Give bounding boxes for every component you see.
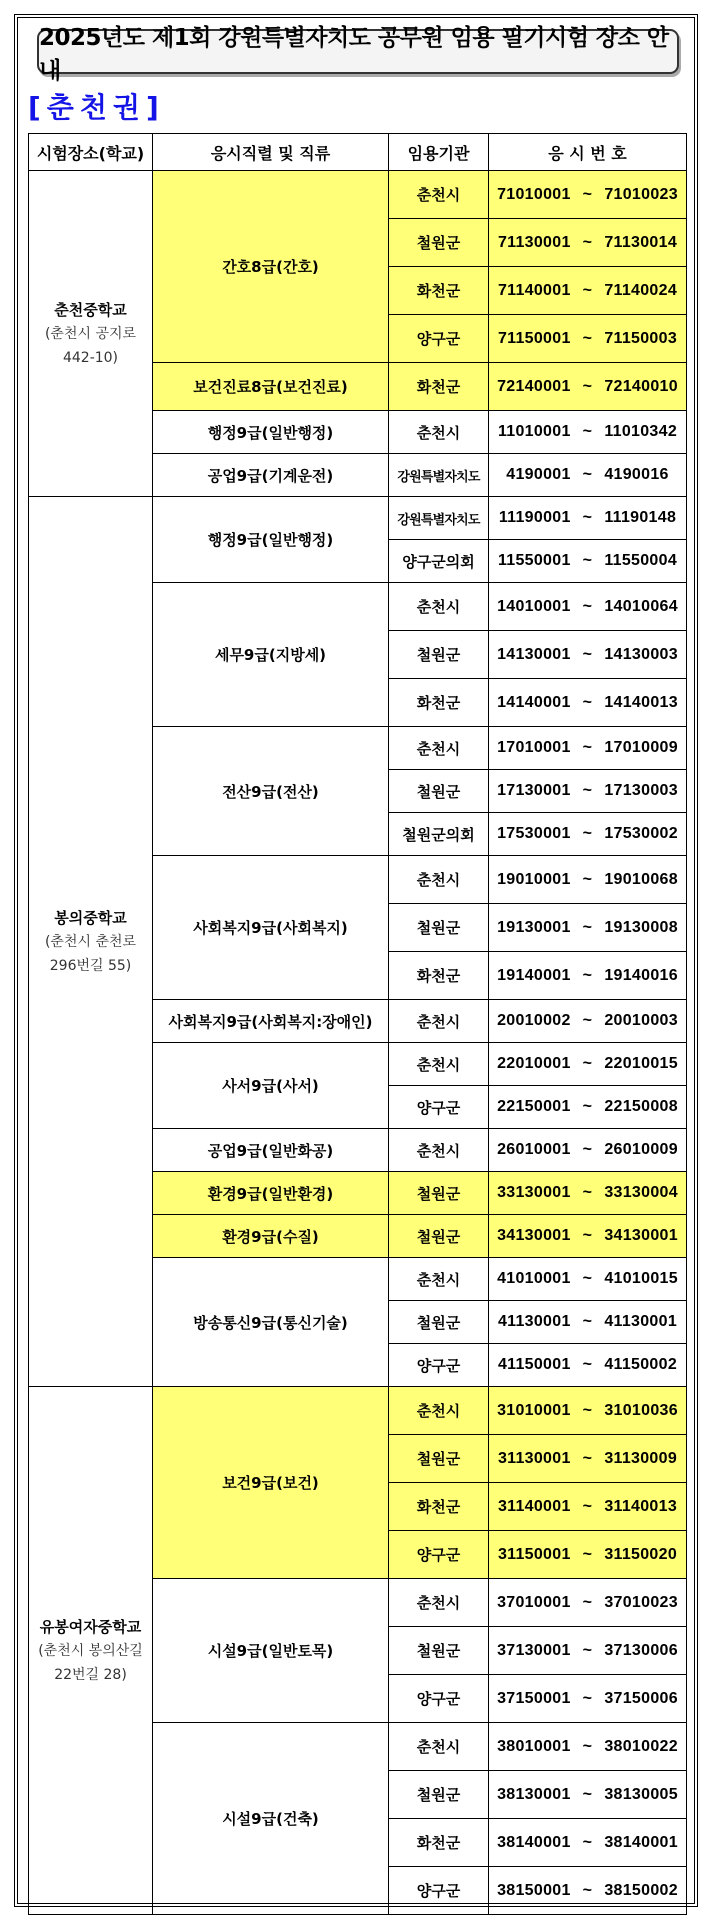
range-tilde: ~: [582, 693, 593, 711]
exam-number-to: 22010015: [604, 1055, 678, 1072]
agency-cell: 화천군: [389, 1819, 489, 1867]
job-category-cell: 보건진료8급(보건진료): [153, 363, 389, 411]
exam-number-from: 17530001: [497, 825, 571, 842]
exam-number-cell: [489, 1435, 687, 1483]
job-category-cell: 시설9급(건축): [153, 1723, 389, 1915]
exam-number-from: 31150001: [497, 1545, 571, 1563]
header-venue: 시험장소(학교): [29, 134, 153, 171]
exam-number-to: 14130003: [604, 645, 678, 663]
exam-number-cell: [489, 1771, 687, 1819]
range-tilde: ~: [582, 1833, 593, 1851]
exam-number-from: 19010001: [497, 870, 571, 888]
table-header-row: [29, 134, 687, 171]
range-tilde: ~: [582, 739, 593, 756]
job-category-cell: 공업9급(기계운전): [153, 454, 389, 497]
range-tilde: ~: [582, 466, 593, 483]
range-tilde: ~: [582, 597, 593, 615]
range-tilde: ~: [582, 966, 593, 984]
agency-cell: 화천군: [389, 363, 489, 411]
exam-number-from: 31010001: [497, 1401, 571, 1419]
exam-number-cell: [489, 679, 687, 727]
exam-number-cell: [489, 1483, 687, 1531]
agency-cell: 양구군: [389, 1531, 489, 1579]
agency-cell: 양구군: [389, 315, 489, 363]
exam-number-cell: [489, 1723, 687, 1771]
exam-number-to: 41010015: [604, 1270, 678, 1287]
exam-number-cell: [489, 1675, 687, 1723]
range-tilde: ~: [582, 329, 593, 347]
venue-name: 유봉여자중학교: [39, 1617, 142, 1636]
range-tilde: ~: [582, 1270, 593, 1287]
exam-number-to: 4190016: [604, 466, 669, 483]
range-tilde: ~: [582, 423, 593, 440]
agency-cell: 철원군: [389, 1301, 489, 1344]
exam-number-from: 11190001: [498, 509, 571, 526]
agency-cell: 춘천시: [389, 1579, 489, 1627]
exam-number-to: 72140010: [604, 377, 678, 395]
agency-cell: 강원특별자치도: [389, 497, 489, 540]
exam-number-to: 37150006: [604, 1689, 678, 1707]
exam-number-from: 17130001: [497, 782, 571, 799]
exam-number-cell: [489, 770, 687, 813]
job-category-cell: 행정9급(일반행정): [153, 411, 389, 454]
exam-number-to: 33130004: [604, 1184, 678, 1201]
exam-number-from: 38150001: [497, 1881, 571, 1899]
job-category-cell: 사회복지9급(사회복지:장애인): [153, 1000, 389, 1043]
venue-address-line1: (춘천시 춘천로: [44, 933, 137, 950]
exam-number-to: 17010009: [604, 739, 678, 756]
exam-number-from: 71130001: [497, 233, 571, 251]
exam-number-to: 19010068: [604, 870, 678, 888]
exam-number-to: 71010023: [604, 185, 678, 203]
venue-name: 봉의중학교: [54, 908, 127, 927]
exam-number-to: 31010036: [604, 1401, 678, 1419]
range-tilde: ~: [582, 825, 593, 842]
exam-number-from: 14010001: [497, 597, 571, 615]
exam-number-from: 41010001: [497, 1270, 571, 1287]
exam-number-cell: [489, 497, 687, 540]
range-tilde: ~: [582, 1737, 593, 1755]
job-category-cell: 전산9급(전산): [153, 727, 389, 856]
agency-cell: 춘천시: [389, 1387, 489, 1435]
exam-number-to: 38150002: [604, 1881, 678, 1899]
agency-cell: 양구군: [389, 1344, 489, 1387]
range-tilde: ~: [582, 1012, 593, 1029]
range-tilde: ~: [582, 870, 593, 888]
exam-number-to: 37130006: [604, 1641, 678, 1659]
range-tilde: ~: [582, 1055, 593, 1072]
agency-cell: 철원군: [389, 1435, 489, 1483]
exam-number-from: 22010001: [497, 1055, 571, 1072]
exam-number-from: 22150001: [497, 1098, 571, 1115]
exam-number-from: 11550001: [497, 552, 571, 569]
range-tilde: ~: [582, 1141, 593, 1158]
job-category-cell: 환경9급(일반환경): [153, 1172, 389, 1215]
range-tilde: ~: [582, 1184, 593, 1201]
job-category-cell: 사회복지9급(사회복지): [153, 856, 389, 1000]
range-tilde: ~: [582, 1227, 593, 1244]
exam-number-to: 22150008: [604, 1098, 678, 1115]
agency-cell: 춘천시: [389, 727, 489, 770]
exam-number-cell: [489, 631, 687, 679]
venue-cell: [29, 1387, 153, 1915]
exam-number-cell: [489, 727, 687, 770]
exam-number-from: 26010001: [497, 1141, 571, 1158]
exam-number-to: 38140001: [604, 1833, 678, 1851]
venue-address-line1: (춘천시 봉의산길: [38, 1642, 143, 1659]
exam-number-cell: [489, 1387, 687, 1435]
job-category-cell: 간호8급(간호): [153, 171, 389, 363]
range-tilde: ~: [582, 1356, 593, 1373]
exam-number-from: 38130001: [497, 1785, 571, 1803]
exam-number-from: 31140001: [497, 1497, 571, 1515]
exam-number-to: 41130001: [604, 1313, 678, 1330]
venue-name: 춘천중학교: [54, 300, 127, 319]
range-tilde: ~: [582, 552, 593, 569]
job-category-cell: 시설9급(일반토목): [153, 1579, 389, 1723]
range-tilde: ~: [582, 1401, 593, 1419]
agency-cell: 화천군: [389, 679, 489, 727]
exam-number-to: 14010064: [604, 597, 678, 615]
agency-cell: 강원특별자치도: [389, 454, 489, 497]
exam-number-from: 38010001: [497, 1737, 571, 1755]
range-tilde: ~: [582, 1545, 593, 1563]
exam-number-cell: [489, 1215, 687, 1258]
exam-number-from: 37010001: [497, 1593, 571, 1611]
exam-number-cell: [489, 856, 687, 904]
exam-number-from: 19130001: [497, 918, 571, 936]
venue-cell: [29, 171, 153, 497]
exam-number-cell: [489, 1301, 687, 1344]
exam-number-cell: [489, 1531, 687, 1579]
exam-number-cell: [489, 1344, 687, 1387]
exam-number-to: 71130014: [604, 233, 678, 251]
exam-number-from: 71010001: [497, 185, 571, 203]
exam-number-to: 14140013: [604, 693, 678, 711]
exam-number-from: 41150001: [497, 1356, 571, 1373]
agency-cell: 춘천시: [389, 411, 489, 454]
exam-number-to: 38130005: [604, 1785, 678, 1803]
job-category-cell: 공업9급(일반화공): [153, 1129, 389, 1172]
venue-address-line2: 296번길 55): [49, 957, 132, 974]
exam-number-cell: [489, 219, 687, 267]
exam-number-from: 33130001: [497, 1184, 571, 1201]
exam-number-from: 11010001: [497, 423, 571, 440]
agency-cell: 춘천시: [389, 1043, 489, 1086]
venue-cell: [29, 497, 153, 1387]
agency-cell: 철원군: [389, 904, 489, 952]
agency-cell: 춘천시: [389, 1258, 489, 1301]
exam-number-to: 41150002: [604, 1356, 678, 1373]
range-tilde: ~: [582, 918, 593, 936]
exam-number-cell: [489, 363, 687, 411]
exam-number-to: 31130009: [604, 1449, 678, 1467]
page-title: 2025년도 제1회 강원특별자치도 공무원 임용 필기시험 장소 안내: [37, 29, 679, 74]
exam-number-cell: [489, 1129, 687, 1172]
exam-number-from: 72140001: [497, 377, 571, 395]
exam-number-cell: [489, 583, 687, 631]
exam-number-from: 17010001: [497, 739, 571, 756]
exam-number-to: 11010342: [604, 423, 678, 440]
exam-number-to: 11190148: [604, 509, 677, 526]
exam-number-from: 14140001: [497, 693, 571, 711]
header-exam-number: 응 시 번 호: [489, 134, 687, 171]
range-tilde: ~: [582, 1449, 593, 1467]
job-category-cell: 사서9급(사서): [153, 1043, 389, 1129]
exam-number-cell: [489, 540, 687, 583]
table-row: [29, 1387, 687, 1435]
exam-number-cell: [489, 315, 687, 363]
agency-cell: 철원군: [389, 1172, 489, 1215]
agency-cell: 철원군: [389, 1627, 489, 1675]
exam-number-cell: [489, 952, 687, 1000]
exam-number-to: 19140016: [604, 966, 678, 984]
exam-number-from: 37150001: [497, 1689, 571, 1707]
job-category-cell: 보건9급(보건): [153, 1387, 389, 1579]
exam-number-to: 17130003: [604, 782, 678, 799]
agency-cell: 화천군: [389, 952, 489, 1000]
range-tilde: ~: [582, 1593, 593, 1611]
job-category-cell: 세무9급(지방세): [153, 583, 389, 727]
exam-number-from: 38140001: [497, 1833, 571, 1851]
exam-number-to: 34130001: [604, 1227, 678, 1244]
agency-cell: 철원군: [389, 219, 489, 267]
exam-number-to: 31150020: [604, 1545, 678, 1563]
range-tilde: ~: [582, 1785, 593, 1803]
agency-cell: 철원군: [389, 631, 489, 679]
exam-number-to: 38010022: [604, 1737, 678, 1755]
agency-cell: 양구군: [389, 1086, 489, 1129]
agency-cell: 철원군: [389, 770, 489, 813]
exam-number-to: 37010023: [604, 1593, 678, 1611]
agency-cell: 춘천시: [389, 1723, 489, 1771]
exam-number-cell: [489, 1000, 687, 1043]
exam-number-cell: [489, 904, 687, 952]
range-tilde: ~: [582, 1497, 593, 1515]
table-row: [29, 171, 687, 219]
exam-number-to: 17530002: [604, 825, 678, 842]
agency-cell: 양구군: [389, 1675, 489, 1723]
agency-cell: 춘천시: [389, 583, 489, 631]
agency-cell: 화천군: [389, 1483, 489, 1531]
exam-number-from: 71140001: [497, 281, 571, 299]
agency-cell: 화천군: [389, 267, 489, 315]
exam-number-from: 71150001: [497, 329, 571, 347]
range-tilde: ~: [582, 1881, 593, 1899]
exam-number-from: 14130001: [497, 645, 571, 663]
range-tilde: ~: [582, 1098, 593, 1115]
agency-cell: 춘천시: [389, 1129, 489, 1172]
exam-number-cell: [489, 1627, 687, 1675]
exam-number-from: 34130001: [497, 1227, 571, 1244]
exam-number-to: 26010009: [604, 1141, 678, 1158]
exam-number-cell: [489, 1043, 687, 1086]
exam-number-from: 19140001: [497, 966, 571, 984]
range-tilde: ~: [582, 1689, 593, 1707]
exam-number-cell: [489, 171, 687, 219]
range-tilde: ~: [582, 1641, 593, 1659]
range-tilde: ~: [582, 1313, 593, 1330]
exam-number-to: 19130008: [604, 918, 678, 936]
exam-number-to: 31140013: [604, 1497, 678, 1515]
header-job: 응시직렬 및 직류: [153, 134, 389, 171]
agency-cell: 철원군: [389, 1215, 489, 1258]
exam-number-to: 20010003: [604, 1012, 678, 1029]
exam-number-to: 11550004: [604, 552, 678, 569]
exam-number-from: 41130001: [497, 1313, 571, 1330]
header-agency: 임용기관: [389, 134, 489, 171]
exam-number-cell: [489, 454, 687, 497]
exam-number-from: 4190001: [506, 466, 571, 483]
agency-cell: 양구군: [389, 1867, 489, 1915]
venue-address-line1: (춘천시 공지로: [44, 325, 137, 342]
agency-cell: 철원군: [389, 1771, 489, 1819]
exam-number-cell: [489, 813, 687, 856]
range-tilde: ~: [582, 185, 593, 203]
exam-number-cell: [489, 1086, 687, 1129]
job-category-cell: 환경9급(수질): [153, 1215, 389, 1258]
agency-cell: 철원군의회: [389, 813, 489, 856]
range-tilde: ~: [582, 509, 593, 526]
region-label: [춘천권]: [28, 91, 165, 124]
agency-cell: 춘천시: [389, 1000, 489, 1043]
job-category-cell: 방송통신9급(통신기술): [153, 1258, 389, 1387]
range-tilde: ~: [582, 233, 593, 251]
exam-number-cell: [489, 267, 687, 315]
exam-number-to: 71150003: [604, 329, 678, 347]
exam-number-from: 20010002: [497, 1012, 571, 1029]
agency-cell: 춘천시: [389, 171, 489, 219]
exam-number-cell: [489, 411, 687, 454]
range-tilde: ~: [582, 645, 593, 663]
exam-number-cell: [489, 1867, 687, 1915]
exam-number-to: 71140024: [604, 281, 678, 299]
exam-number-cell: [489, 1819, 687, 1867]
exam-number-cell: [489, 1258, 687, 1301]
venue-address-line2: 442-10): [62, 349, 119, 366]
exam-number-cell: [489, 1172, 687, 1215]
exam-venue-table: [28, 133, 687, 1915]
agency-cell: 양구군의회: [389, 540, 489, 583]
exam-number-from: 37130001: [497, 1641, 571, 1659]
range-tilde: ~: [582, 281, 593, 299]
range-tilde: ~: [582, 782, 593, 799]
exam-number-cell: [489, 1579, 687, 1627]
venue-address-line2: 22번길 28): [54, 1666, 127, 1683]
job-category-cell: 행정9급(일반행정): [153, 497, 389, 583]
exam-number-from: 31130001: [497, 1449, 571, 1467]
table-row: [29, 497, 687, 540]
agency-cell: 춘천시: [389, 856, 489, 904]
range-tilde: ~: [582, 377, 593, 395]
